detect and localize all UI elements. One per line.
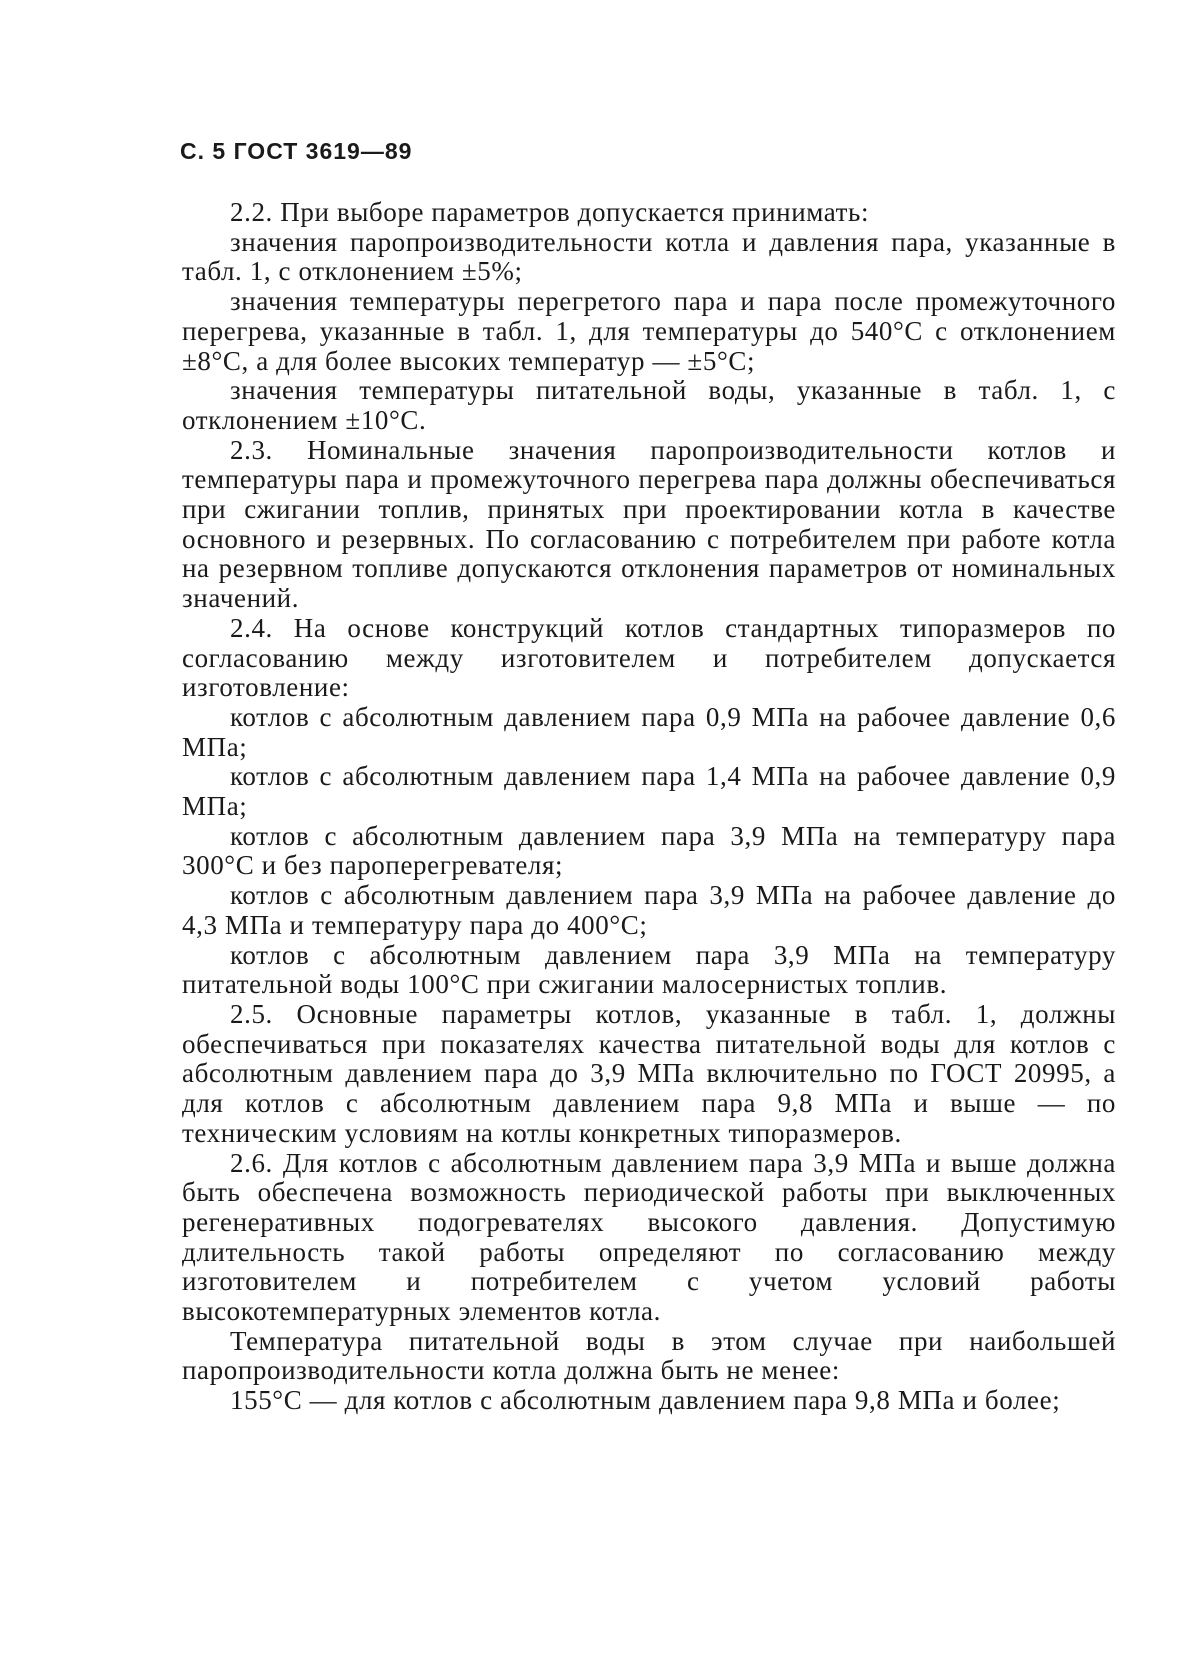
list-item-boiler-3-9-100c: котлов с абсолютным давлением пара 3,9 МПа на температуру питательной воды 100°С при сжигании малосернистых топлив. [182,939,1116,1000]
paragraph-feedwater-min: Температура питательной воды в этом случае при наибольшей паропроизводительности котла должна быть не менее: [182,1325,1116,1386]
paragraph-2-6: 2.6. Для котлов с абсолютным давлением пара 3,9 МПа и выше должна быть обеспечена возможность периодической работы при выключенных регенеративных подогревателях высокого давления. Допустимую длительность такой работы определяют по согласованию между изготовителем и потребителем с учетом условий работы высокотемпературных элементов котла. [182,1147,1116,1327]
paragraph-2-2: 2.2. При выборе параметров допускается принимать: [230,197,870,227]
paragraph-feedwater-temperature: значения температуры питательной воды, указанные в табл. 1, с отклонением ±10°С. [182,375,1116,435]
paragraph-2-5: 2.5. Основные параметры котлов, указанные в табл. 1, должны обеспечиваться при показателях качества питательной воды для котлов с абсолютным давлением пара до 3,9 МПа включительно по ГОСТ 20995, а для котлов с абсолютным давлением пара 9,8 МПа и выше — по техническим условиям на котлы конкретных типоразмеров. [182,998,1116,1148]
paragraph-steam-capacity: значения паропроизводительности котла и давления пара, указанные в табл. 1, с отклонением ±5%; [182,226,1116,287]
list-item-boiler-1-4: котлов с абсолютным давлением пара 1,4 МПа на рабочее давление 0,9 МПа; [182,761,1116,822]
list-item-boiler-0-9: котлов с абсолютным давлением пара 0,9 МПа на рабочее давление 0,6 МПа; [182,701,1116,762]
list-item-boiler-3-9-300c: котлов с абсолютным давлением пара 3,9 МПа на температуру пара 300°С и без пароперегревателя; [182,820,1116,881]
paragraph-2-4: 2.4. На основе конструкций котлов стандартных типоразмеров по согласованию между изготовителем и потребителем допускается изготовление: [182,612,1116,703]
list-item-boiler-3-9-400c: котлов с абсолютным давлением пара 3,9 МПа на рабочее давление до 4,3 МПа и температуру пара до 400°С; [182,880,1116,940]
paragraph-steam-temperature: значения температуры перегретого пара и пара после промежуточного перегрева, указанные в табл. 1, для температуры до 540°С с отклонением ±8°С, а для более высоких температур — ±5°С; [182,286,1116,376]
list-item-155c: 155°С — для котлов с абсолютным давлением пара 9,8 МПа и более; [230,1385,1061,1416]
paragraph-2-3: 2.3. Номинальные значения паропроизводительности котлов и температуры пара и промежуточного перегрева пара должны обеспечиваться при сжигании топлив, принятых при проектировании котла в качестве основного и резервных. По согласованию с потребителем при работе котла на резервном топливе допускаются отклонения параметров от номинальных значений. [182,434,1116,614]
body-text [182,198,1116,1416]
running-head: С. 5 ГОСТ 3619—89 [180,138,413,164]
